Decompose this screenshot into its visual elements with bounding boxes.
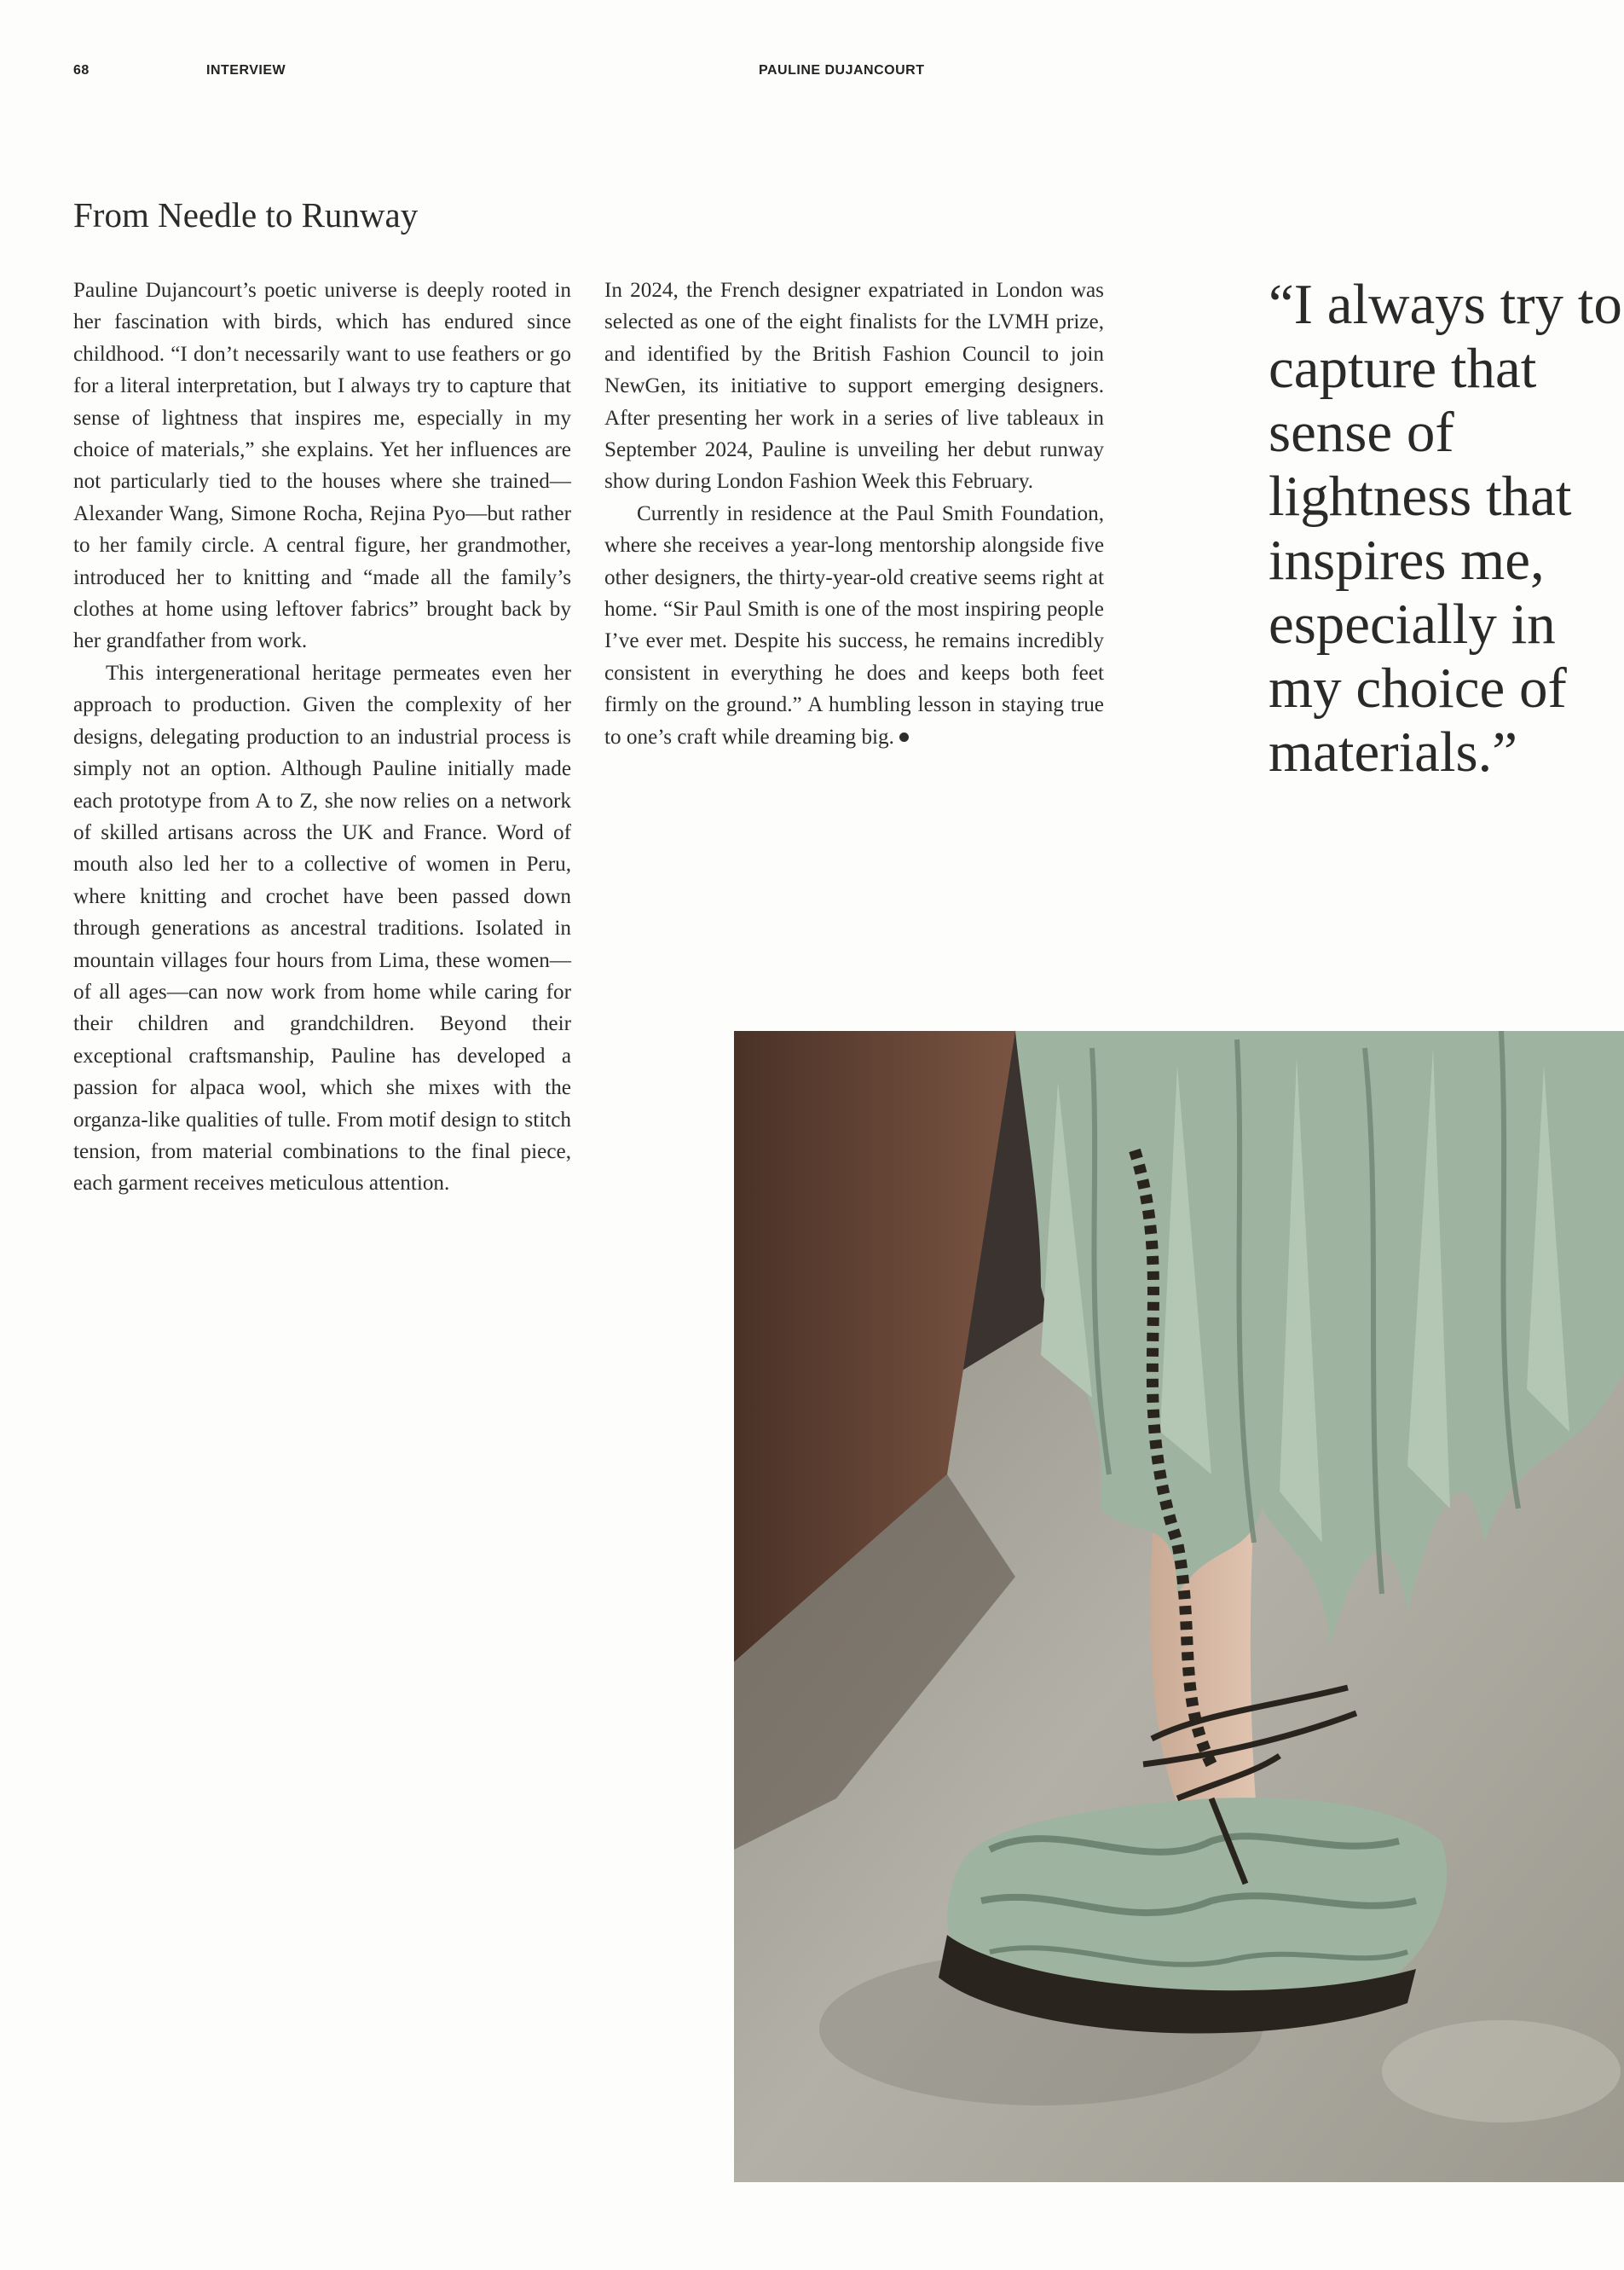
paragraph-text: Currently in residence at the Paul Smith Foundation, where she receives a year-long mentorship alongside five other designers, the thirty-year-old creative seems right at home. “Sir Paul Smith is one of the most inspiring people I’ve ever met. Despite his success, he remains incredibly consistent in everything he does and keeps both feet firmly on the ground.” A humbling lesson in staying true to one’s craft while dreaming big.	[604, 501, 1104, 749]
article-column-1	[73, 275, 571, 1200]
section-label: INTERVIEW	[206, 63, 286, 78]
fashion-photo	[734, 1031, 1624, 2182]
paragraph: This intergenerational heritage permeates even her approach to production. Given the complexity of her designs, delegating production to an industrial process is simply not an option. Although Pauline initially made each prototype from A to Z, she now relies on a network of skilled artisans across the UK and France. Word of mouth also led her to a collective of women in Peru, where knitting and crochet have been passed down through generations as ancestral traditions. Isolated in mountain villages four hours from Lima, these women—of all ages—can now work from home while caring for their children and grandchildren. Beyond their exceptional craftsmanship, Pauline has developed a passion for alpaca wool, which she mixes with the organza-like qualities of tulle. From motif design to stitch tension, from material combinations to the final piece, each garment receives meticulous attention.	[73, 661, 571, 1196]
photo-illustration	[734, 1031, 1624, 2182]
running-head	[0, 63, 1624, 84]
paragraph: In 2024, the French designer expatriated in London was selected as one of the eight finalists for the LVMH prize, and identified by the British Fashion Council to join NewGen, its initiative to support emerging designers. After presenting her work in a series of live tableaux in September 2024, Pauline is unveiling her debut runway show during London Fashion Week this February.	[604, 279, 1104, 494]
page-number: 68	[73, 63, 90, 78]
article-heading: From Needle to Runway	[73, 195, 419, 235]
pull-quote: “I always try to capture that sense of lightness that inspires me, especially in my choice of materials.”	[1269, 273, 1622, 784]
ruffled-sandal	[939, 1798, 1447, 2033]
end-mark-icon	[899, 733, 909, 742]
floor-stain	[1382, 2020, 1621, 2122]
subject-name: PAULINE DUJANCOURT	[759, 63, 925, 78]
paragraph-last	[604, 498, 1104, 753]
article-column-2	[604, 275, 1104, 753]
paragraph: Pauline Dujancourt’s poetic universe is deeply rooted in her fascination with birds, which has endured since childhood. “I don’t necessarily want to use feathers or go for a literal interpretation, but I always try to capture that sense of lightness that inspires me, especially in my choice of materials,” she explains. Yet her influences are not particularly tied to the houses where she trained—Alexander Wang, Simone Rocha, Rejina Pyo—but rather to her family circle. A central figure, her grandmother, introduced her to knitting and “made all the family’s clothes at home using leftover fabrics” brought back by her grandfather from work.	[73, 279, 571, 653]
